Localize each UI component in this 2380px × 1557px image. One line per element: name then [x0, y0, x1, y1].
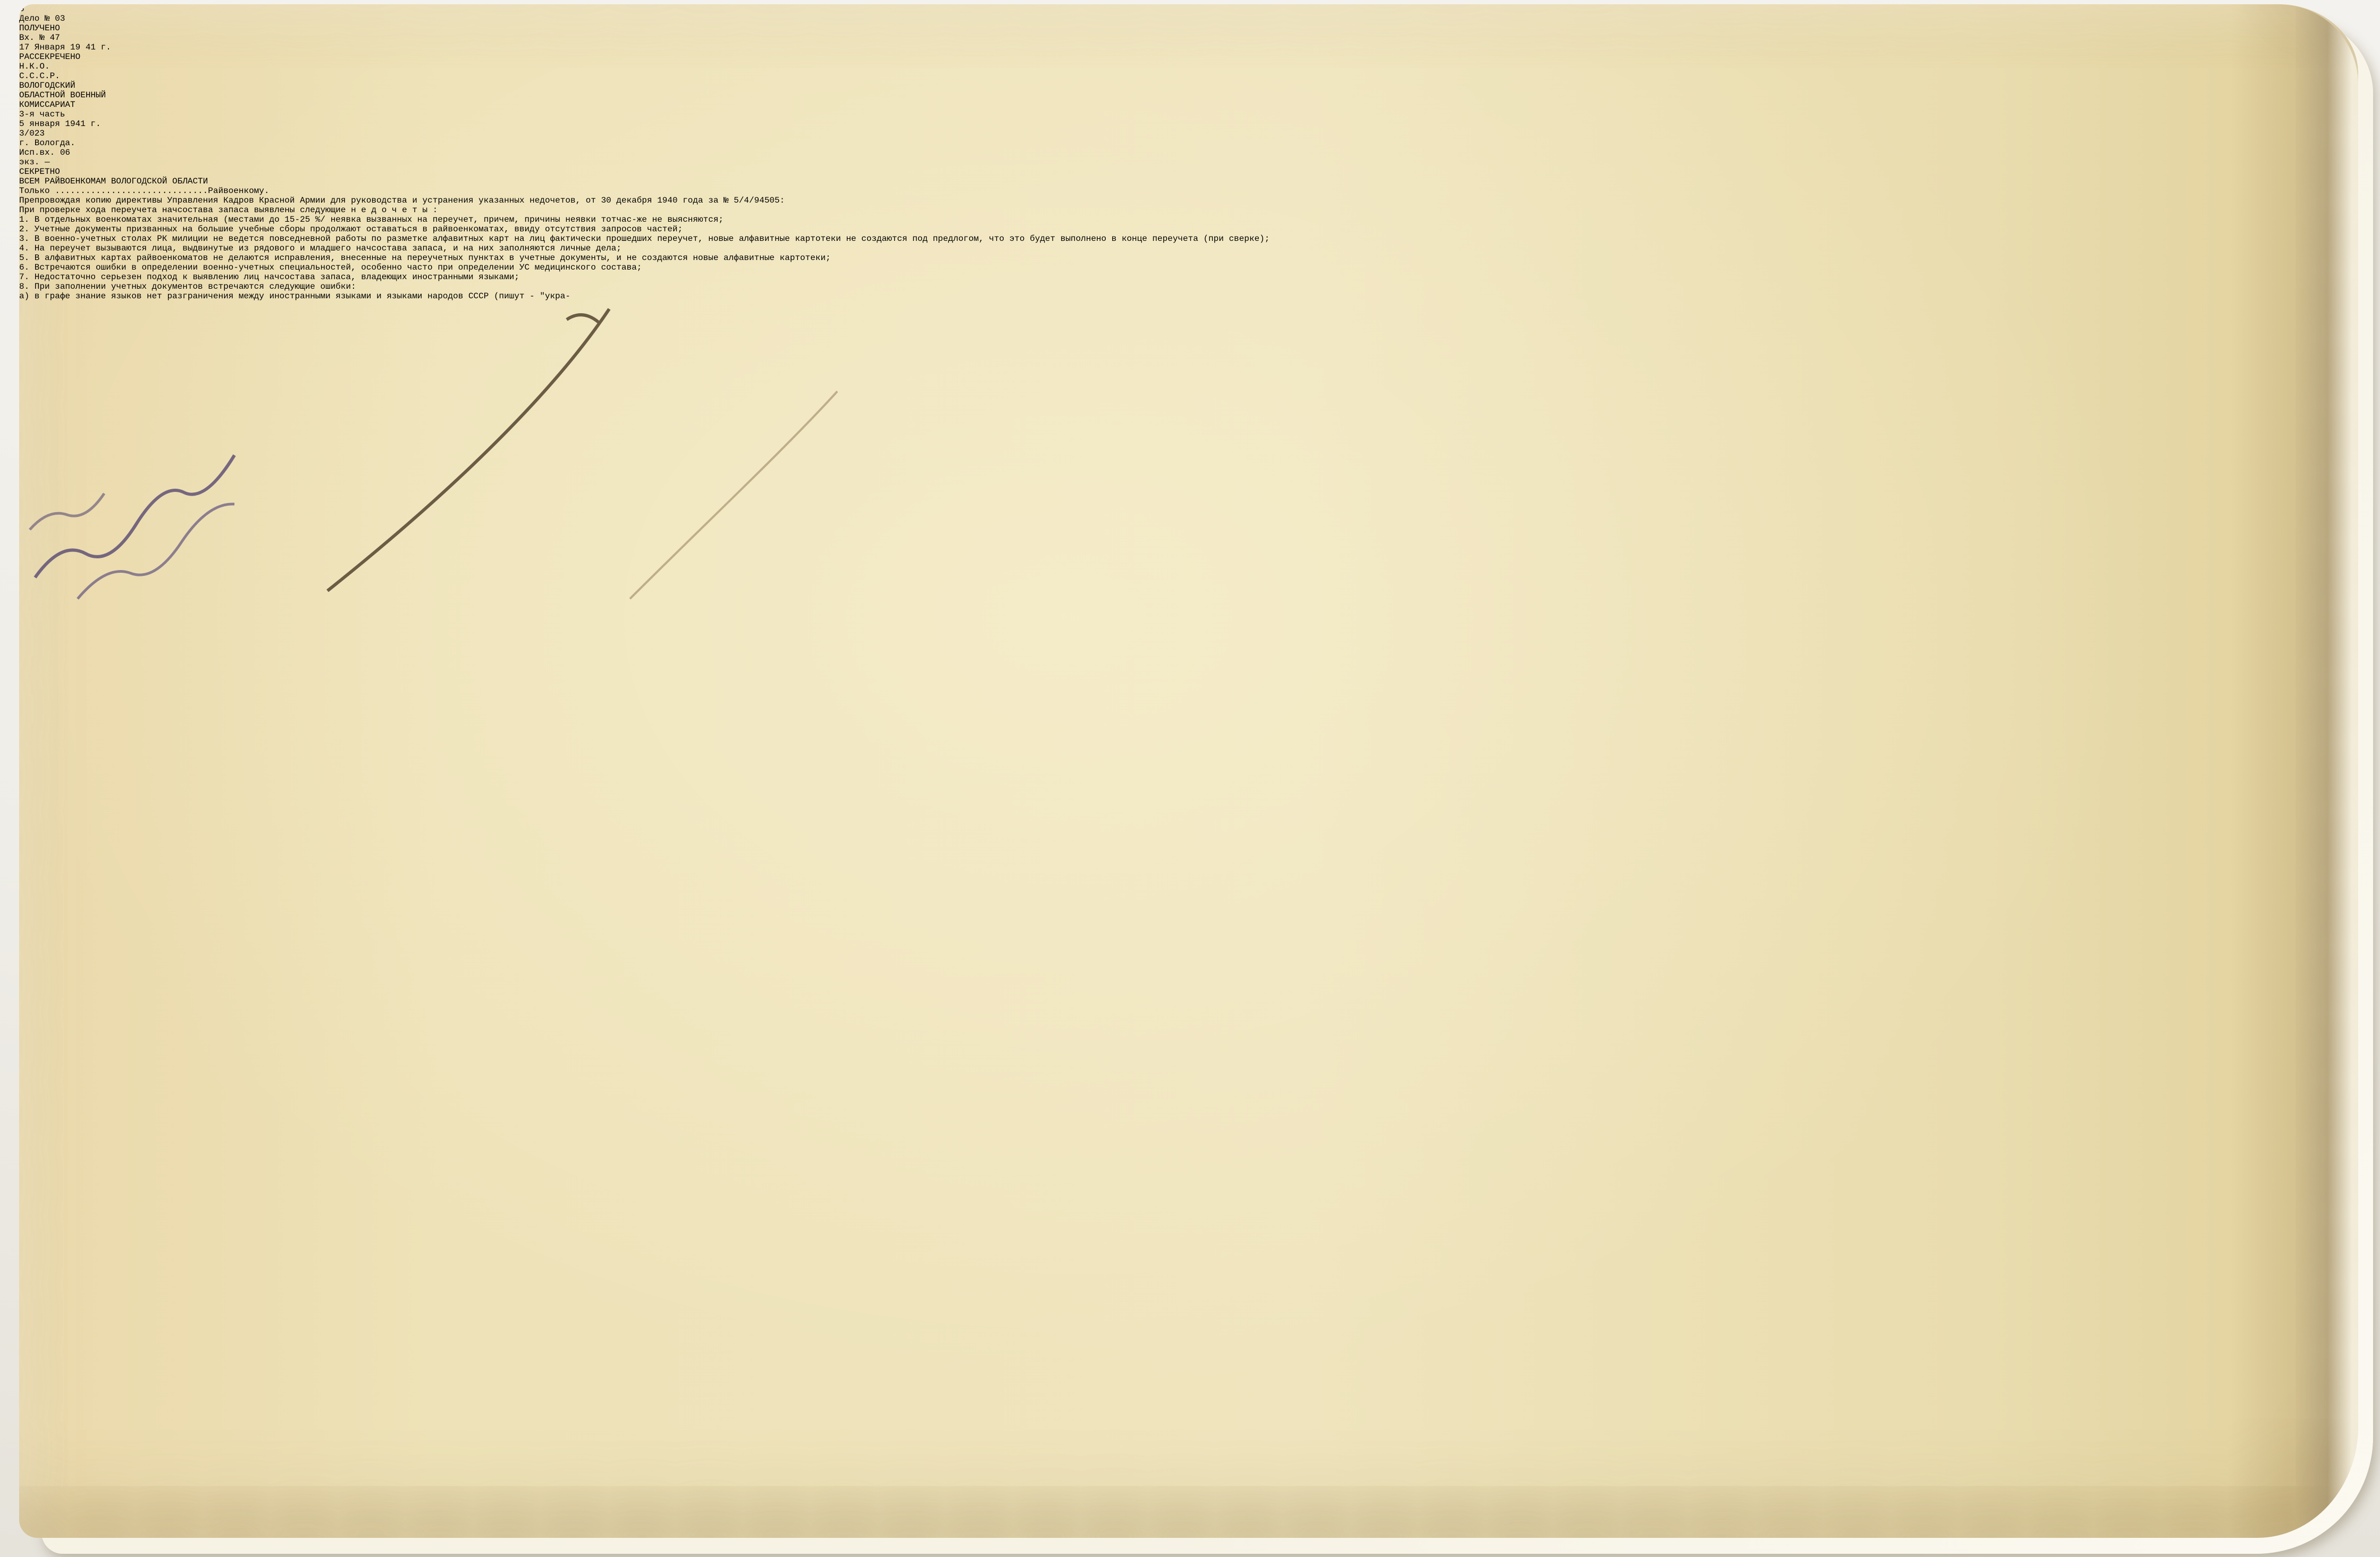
secrecy-classification: СЕКРЕТНО [19, 167, 60, 177]
case-number-handwriting: Дело № 03 [19, 14, 65, 23]
document-paper [19, 4, 2358, 1538]
distribution-line: Только ..............................Райвоенкому. [19, 186, 270, 196]
paragraph-item-7: 7. Недостаточно серьезен подход к выявлению лиц начсостава запаса, владеющих иностранными языками; [19, 272, 519, 282]
paragraph-item-4: 4. На переучет вызываются лица, выдвинутые из рядового и младшего начсостава запаса, и на них заполняются личные дела; [19, 244, 621, 253]
page-edge-curl [2231, 4, 2358, 1538]
paragraph-item-5: 5. В алфавитных картах райвоенкоматов не делаются исправления, внесенные на переучетных пунктах в учетные документы, и не создаются новые алфавитные картотеки; [19, 253, 831, 263]
letterhead-number: 3/023 [19, 129, 45, 138]
paragraph-item-2: 2. Учетные документы призванных на большие учебные сборы продолжают оставаться в райвоенкоматах, ввиду отсутствия запросов частей; [19, 224, 683, 234]
letterhead-line: ОБЛАСТНОЙ ВОЕННЫЙ [19, 90, 106, 100]
handwritten-signature-stroke [312, 301, 620, 609]
received-stamp-title: ПОЛУЧЕНО [19, 23, 60, 33]
execution-reference: Исп.вх. 06 [19, 148, 71, 157]
letterhead-line: С.С.С.Р. [19, 71, 60, 81]
letterhead-unit: 3-я часть [19, 110, 65, 119]
letterhead-line: КОМИССАРИАТ [19, 100, 75, 110]
letterhead-city: г. Вологда. [19, 138, 75, 148]
paragraph-item-3: 3. В военно-учетных столах РК милиции не ведется повседневной работы по разметке алфавитных карт на лиц фактически прошедших переучет, новые алфавитные картотеки не создаются под предлогом, что это будет выполнено в конце переучета (при сверке); [19, 234, 1270, 244]
received-stamp-incoming-number [19, 33, 2358, 43]
copy-number-note: экз. — [19, 157, 50, 167]
letterhead-line: Н.К.О. [19, 62, 50, 71]
incoming-number-label: Вх. № [19, 33, 45, 43]
document-page-rotated [19, 4, 2358, 612]
corner-page-curl [2109, 1355, 2380, 1557]
letterhead-date: 5 января 1941 г. [19, 119, 101, 129]
paragraph-item-6: 6. Встречаются ошибки в определении военно-учетных специальностей, особенно часто при определении УС медицинского состава; [19, 263, 642, 272]
document-body [19, 196, 2358, 301]
page-number-red-pencil: 6 [19, 4, 24, 14]
paragraph-item-1: 1. В отдельных военкоматах значительная (местами до 15-25 %/ неявка вызванных на переучет, причем, причины неявки тотчас-же не выясняются; [19, 215, 724, 224]
addressee-line: ВСЕМ РАЙВОЕНКОМАМ ВОЛОГОДСКОЙ ОБЛАСТИ [19, 177, 208, 186]
paragraph-item-8a: а) в графе знание языков нет разграничения между иностранными языками и языками народов СССР (пишут - "укра- [19, 291, 570, 301]
incoming-number-value: 47 [49, 33, 60, 43]
received-stamp-date: 17 Января 19 41 г. [19, 43, 111, 52]
declassified-stamp: РАССЕКРЕЧЕНО [19, 52, 81, 62]
received-stamp [19, 23, 2358, 52]
paragraph-intro: При проверке хода переучета начсостава запаса выявлены следующие н е д о ч е т ы : [19, 205, 438, 215]
paper-crease-line [625, 386, 848, 609]
letterhead [19, 62, 2358, 148]
paragraph-preamble: Препровождая копию директивы Управления Кадров Красной Армии для руководства и устранения указанных недочетов, от 30 декабря 1940 года за № 5/4/94505: [19, 196, 785, 205]
paragraph-item-8: 8. При заполнении учетных документов встречаются следующие ошибки: [19, 282, 356, 291]
letterhead-line: ВОЛОГОДСКИЙ [19, 81, 75, 90]
handwritten-scribble-margin [19, 354, 306, 609]
